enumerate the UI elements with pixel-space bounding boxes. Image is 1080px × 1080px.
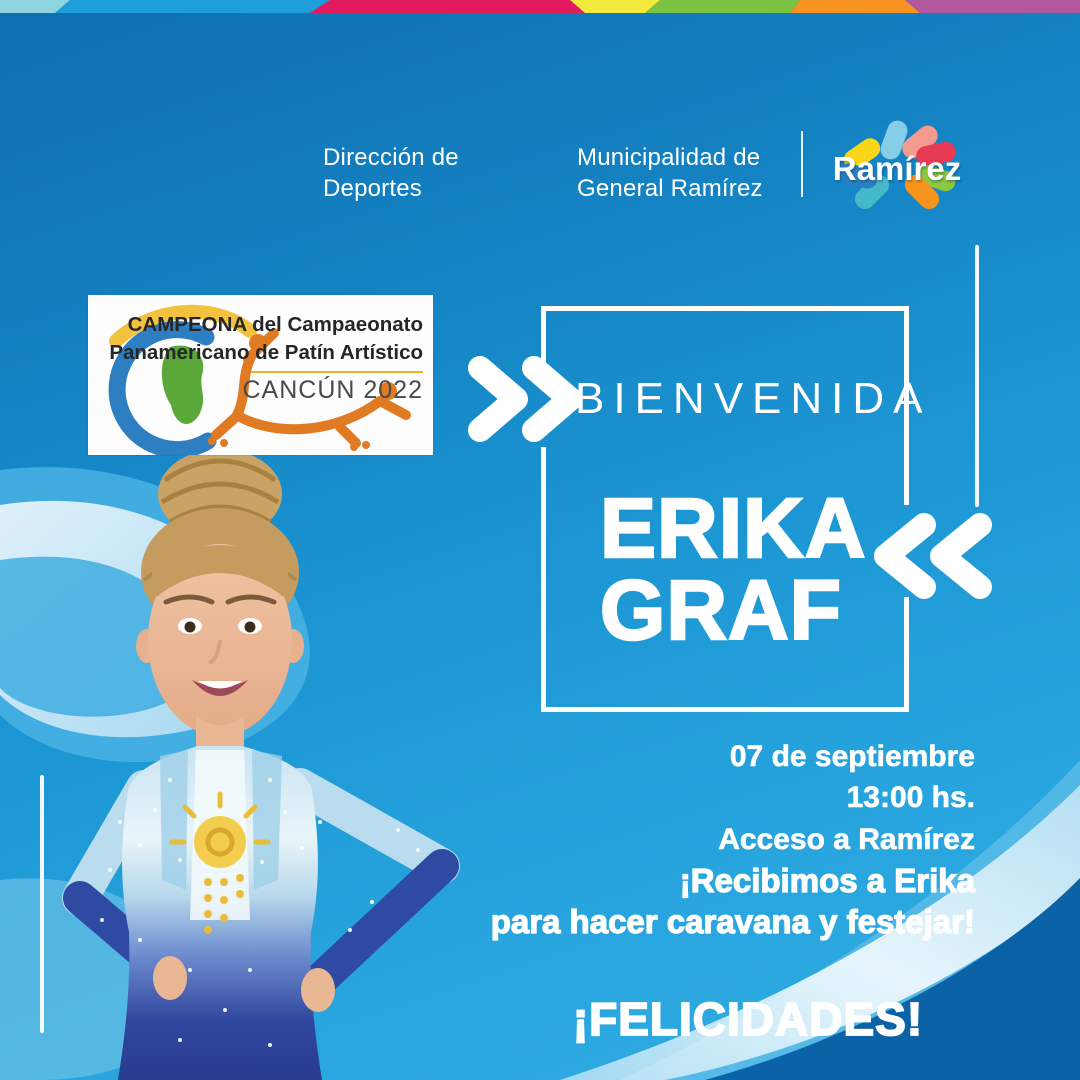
championship-title-line2: Panamericano de Patín Artístico [109,340,423,364]
department-label [323,143,459,204]
championship-edition: CANCÚN 2022 [242,376,423,405]
rainbow-top-strip [0,0,1080,13]
event-place: Acceso a Ramírez [718,822,975,856]
welcome-message [491,860,975,943]
municipality-line1: Municipalidad de [577,144,761,171]
event-date: 07 de septiembre [729,740,975,773]
department-line2: Deportes [323,174,422,202]
congratulations-text: ¡FELICIDADES! [572,993,924,1045]
welcome-message-line2: para hacer caravana y festejar! [490,903,975,941]
double-chevron-right-icon [466,354,584,444]
championship-title-line1: CAMPEONA del Campaeonato [127,313,423,336]
athlete-last-name: GRAF [600,563,842,658]
championship-badge [88,295,433,455]
championship-badge-text [109,311,423,405]
right-deco-line [975,245,979,507]
welcome-frame-bottom [541,707,909,712]
header-divider [801,131,803,197]
athlete-first-name: ERIKA [600,481,867,575]
ramirez-city-logo-text: Ramírez [832,150,962,187]
event-info [718,736,975,860]
department-line1: Dirección de [323,144,459,171]
welcome-frame-top [541,306,909,311]
double-chevron-left-icon [872,510,994,602]
welcome-frame-left-lower [541,447,546,712]
athlete-photo [20,450,540,1080]
welcome-label: BIENVENIDA [575,374,932,423]
municipality-line2: General Ramírez [577,174,763,202]
municipality-label [577,143,763,204]
event-time: 13:00 hs. [846,781,975,815]
left-deco-line [40,775,44,1033]
welcome-frame-right-lower [904,597,909,712]
badge-underline [251,371,423,373]
athlete-name [600,481,867,658]
welcome-message-line1: ¡Recibimos a Erika [679,862,975,899]
